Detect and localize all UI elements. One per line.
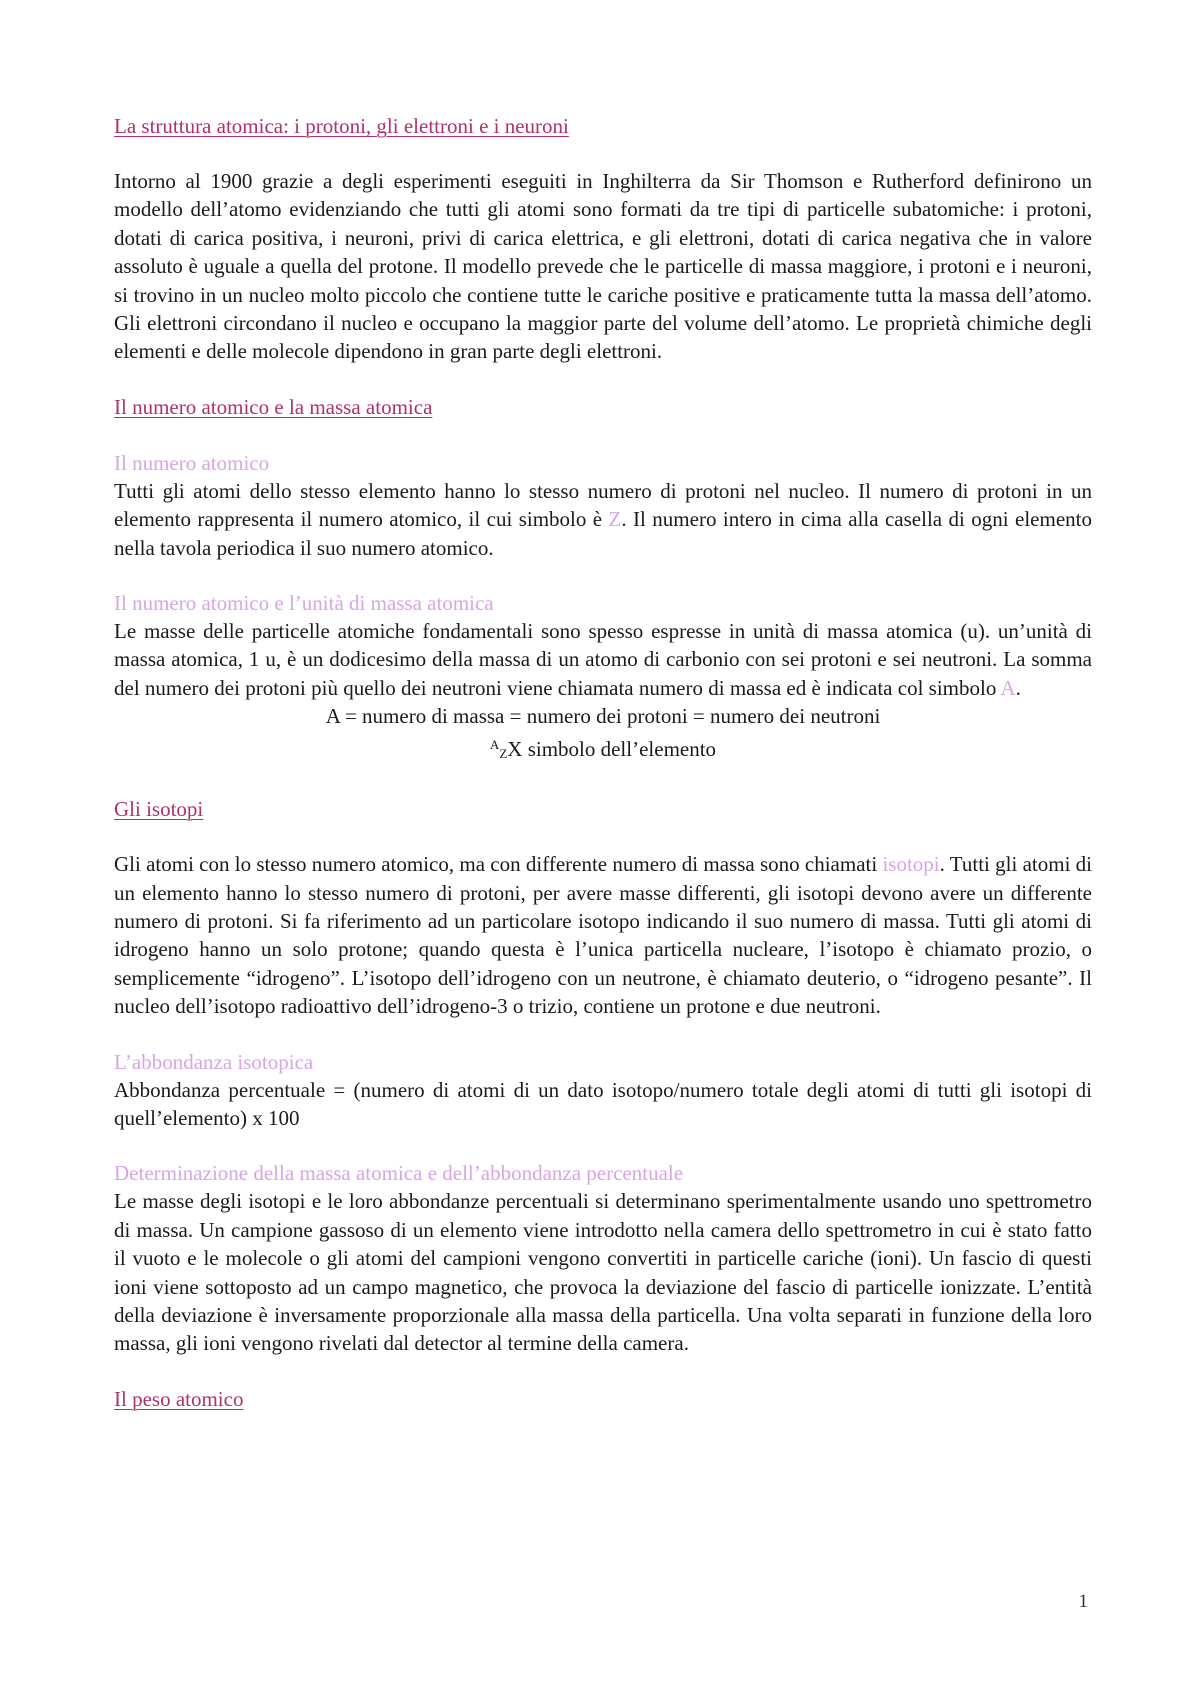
notation-text: simbolo dell’elemento bbox=[522, 736, 717, 761]
paragraph-mass-determination: Le masse degli isotopi e le loro abbondanze percentuali si determinano sperimentalmente usando uno spettrometro di massa. Un campione gassoso di un elemento viene introdotto nella camera dello spettrometro in cui è stato fatto il vuoto e le molecole o gli atomi del campioni vengono convertiti in particelle cariche (ioni). Un fascio di questi ioni viene sottoposto ad un campo magnetico, che provoca la deviazione del fascio di particelle ionizzate. L’entità della deviazione è inversamente proporzionale alla massa della particella. Una volta separati in funzione della loro massa, gli ioni vengono rivelati dal detector al termine della camera. bbox=[114, 1189, 1092, 1356]
text-run: Le masse delle particelle atomiche fondamentali sono spesso espresse in unità di massa atomica (u). un’unità di massa atomica, 1 u, è un dodicesimo della massa di un atomo di carbonio con sei protoni e sei neutroni. La somma del numero dei protoni più quello dei neutroni viene chiamata numero di massa ed è indicata col simbolo bbox=[114, 619, 1092, 700]
text-run: Gli atomi con lo stesso numero atomico, ma con differente numero di massa sono chiamati bbox=[114, 852, 883, 877]
spacer bbox=[114, 823, 1092, 850]
subsection-title-isotopic-abundance: L’abbondanza isotopica bbox=[114, 1049, 314, 1074]
element-notation bbox=[114, 731, 1092, 768]
spacer bbox=[114, 1021, 1092, 1048]
spacer bbox=[114, 366, 1092, 393]
term-isotopi: isotopi bbox=[882, 852, 940, 877]
text-run: . bbox=[1015, 675, 1021, 700]
symbol-a: A bbox=[1000, 675, 1016, 700]
paragraph-atomic-structure: Intorno al 1900 grazie a degli esperimenti eseguiti in Inghilterra da Sir Thomson e Rutherford definirono un modello dell’atomo evidenziando che tutti gli atomi sono formati da tre tipi di particelle subatomiche: i protoni, dotati di carica positiva, i neuroni, privi di carica elettrica, e gli elettroni, dotati di carica negativa che in valore assoluto è uguale a quella del protone. Il modello prevede che le particelle di massa maggiore, i protoni e i neuroni, si trovino in un nucleo molto piccolo che contiene tutte le cariche positive e praticamente tutta la massa dell’atomo. Gli elettroni circondano il nucleo e occupano la maggior parte del volume dell’atomo. Le proprietà chimiche degli elementi e delle molecole dipendono in gran parte degli elettroni. bbox=[114, 169, 1092, 364]
formula-mass-number: A = numero di massa = numero dei protoni = numero dei neutroni bbox=[325, 704, 881, 729]
notation-subscript: Z bbox=[499, 745, 508, 761]
notation-symbol: X bbox=[507, 736, 523, 761]
spacer bbox=[114, 1132, 1092, 1159]
spacer bbox=[114, 421, 1092, 449]
paragraph-atomic-mass-unit bbox=[114, 617, 1092, 702]
paragraph-isotopic-abundance: Abbondanza percentuale = (numero di atomi di un dato isotopo/numero totale degli atomi di tutti gli isotopi di quell’elemento) x 100 bbox=[114, 1077, 1092, 1130]
symbol-z: Z bbox=[608, 507, 622, 532]
section-title-atomic-structure: La struttura atomica: i protoni, gli elettroni e i neuroni bbox=[114, 114, 569, 138]
paragraph-atomic-number bbox=[114, 477, 1092, 562]
section-title-atomic-number-mass: Il numero atomico e la massa atomica bbox=[114, 394, 433, 419]
text-run: . Il numero intero in cima alla casella di ogni elemento nella tavola periodica il suo numero atomico. bbox=[114, 507, 1092, 560]
spacer bbox=[114, 768, 1092, 795]
page-number: 1 bbox=[1078, 1591, 1088, 1612]
section-title-atomic-weight: Il peso atomico bbox=[114, 1386, 244, 1411]
text-run: Tutti gli atomi dello stesso elemento hanno lo stesso numero di protoni nel nucleo. Il numero di protoni in un elemento rappresenta il numero atomico, il cui simbolo è bbox=[114, 478, 1092, 532]
text-run: . Tutti gli atomi di un elemento hanno lo stesso numero di protoni, per avere masse differenti, gli isotopi devono avere un differente numero di protoni. Si fa riferimento ad un particolare isotopo indicando il suo numero di massa. Tutti gli atomi di idrogeno hanno un solo protone; quando questa è l’unica particella nucleare, l’isotopo è chiamato prozio, o semplicemente “idrogeno”. L’isotopo dell’idrogeno con un neutrone, è chiamato deuterio, o “idrogeno pesante”. Il nucleo dell’isotopo radioattivo dell’idrogeno-3 o trizio, contiene un protone e due neutroni. bbox=[114, 852, 1092, 1019]
notation-superscript: A bbox=[489, 736, 500, 752]
spacer bbox=[114, 1358, 1092, 1385]
document-page bbox=[114, 112, 1092, 1413]
spacer bbox=[114, 140, 1092, 167]
section-title-isotopes: Gli isotopi bbox=[114, 797, 204, 822]
paragraph-isotopes bbox=[114, 850, 1092, 1020]
spacer bbox=[114, 562, 1092, 589]
subsection-title-atomic-mass-unit: Il numero atomico e l’unità di massa atomica bbox=[114, 591, 494, 616]
subsection-title-mass-determination: Determinazione della massa atomica e dell’abbondanza percentuale bbox=[114, 1161, 684, 1186]
subsection-title-atomic-number: Il numero atomico bbox=[114, 450, 270, 475]
